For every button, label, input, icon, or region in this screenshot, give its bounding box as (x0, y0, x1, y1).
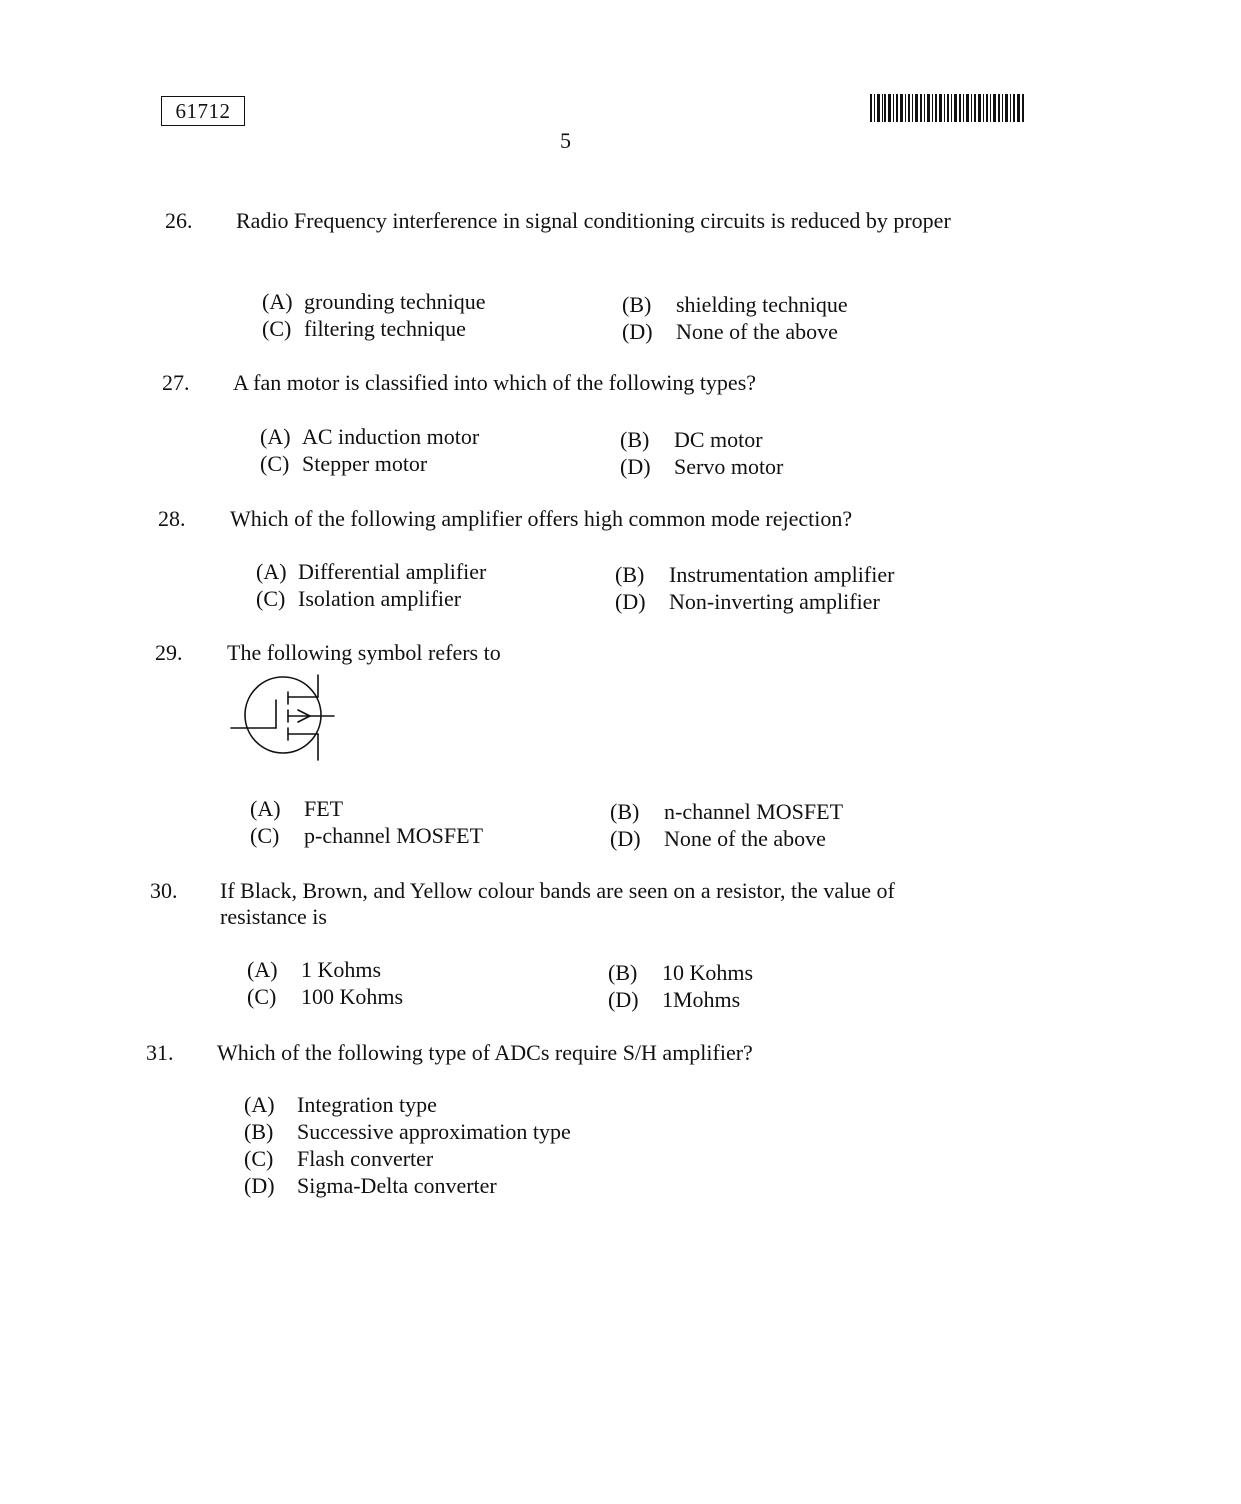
option-text: Non-inverting amplifier (669, 589, 880, 614)
option-c (247, 984, 403, 1010)
option-label: (C) (250, 823, 280, 848)
option-text: None of the above (664, 826, 826, 851)
option-d (622, 319, 838, 345)
option-a (247, 957, 381, 983)
option-label: (C) (244, 1146, 274, 1171)
option-c (262, 316, 466, 342)
option-text: AC induction motor (302, 424, 480, 449)
option-text: grounding technique (304, 289, 486, 314)
option-d (244, 1173, 497, 1199)
option-label: (D) (615, 589, 646, 614)
option-label: (A) (250, 796, 281, 821)
option-text: None of the above (676, 319, 838, 344)
option-label: (B) (610, 799, 640, 824)
option-d (610, 826, 826, 852)
option-d (620, 454, 783, 480)
option-text: Isolation amplifier (298, 586, 462, 611)
barcode-image (870, 94, 1024, 122)
option-c (250, 823, 483, 849)
option-c (244, 1146, 433, 1172)
option-text: Instrumentation amplifier (669, 562, 895, 587)
option-label: (B) (608, 960, 638, 985)
mosfet-symbol-diagram (228, 670, 343, 765)
option-b (620, 427, 763, 453)
option-label: (B) (620, 427, 650, 452)
option-b (244, 1119, 571, 1145)
option-text: DC motor (674, 427, 763, 452)
option-text: Differential amplifier (298, 559, 487, 584)
option-label: (C) (260, 451, 290, 476)
option-label: (A) (256, 559, 287, 584)
option-text: shielding technique (676, 292, 848, 317)
option-b (615, 562, 894, 588)
question-number: 31. (146, 1040, 174, 1065)
option-b (608, 960, 753, 986)
option-text: Successive approximation type (297, 1119, 571, 1144)
option-label: (A) (262, 289, 293, 314)
question-number: 26. (165, 208, 193, 233)
question-text: The following symbol refers to (227, 640, 501, 665)
option-a (260, 424, 479, 450)
option-text: 10 Kohms (662, 960, 754, 985)
option-a (250, 796, 343, 822)
option-label: (B) (244, 1119, 274, 1144)
option-text: 1Mohms (662, 987, 741, 1012)
option-text: FET (304, 796, 344, 821)
option-text: filtering technique (304, 316, 466, 341)
option-text: Integration type (297, 1092, 437, 1117)
option-label: (C) (256, 586, 286, 611)
option-a (256, 559, 486, 585)
option-b (610, 799, 843, 825)
option-d (608, 987, 740, 1013)
option-label: (A) (244, 1092, 275, 1117)
question-text: A fan motor is classified into which of the following types? (233, 370, 757, 395)
option-label: (D) (244, 1173, 275, 1198)
question-text: If Black, Brown, and Yellow colour bands are seen on a resistor, the value of resistance is (220, 878, 895, 929)
option-text: 1 Kohms (301, 957, 382, 982)
question-text: Radio Frequency interference in signal conditioning circuits is reduced by proper (236, 208, 951, 233)
option-text: Sigma-Delta converter (297, 1173, 497, 1198)
option-a (262, 289, 485, 315)
option-text: Stepper motor (302, 451, 428, 476)
question-number: 28. (158, 506, 186, 531)
option-label: (C) (262, 316, 292, 341)
option-text: Flash converter (297, 1146, 434, 1171)
option-c (256, 586, 461, 612)
question-text: Which of the following type of ADCs require S/H amplifier? (217, 1040, 753, 1065)
option-a (244, 1092, 437, 1118)
question-paper-code: 61712 (161, 96, 245, 126)
option-label: (D) (620, 454, 651, 479)
option-label: (A) (247, 957, 278, 982)
option-label: (D) (608, 987, 639, 1012)
option-text: Servo motor (674, 454, 784, 479)
option-text: p-channel MOSFET (304, 823, 484, 848)
question-number: 27. (162, 370, 190, 395)
option-label: (B) (615, 562, 645, 587)
option-d (615, 589, 880, 615)
question-number: 29. (155, 640, 183, 665)
option-text: 100 Kohms (301, 984, 404, 1009)
option-text: n-channel MOSFET (664, 799, 844, 824)
option-c (260, 451, 427, 477)
page-number: 5 (560, 128, 571, 153)
option-label: (C) (247, 984, 277, 1009)
option-label: (B) (622, 292, 652, 317)
question-number: 30. (150, 878, 178, 903)
question-text: Which of the following amplifier offers high common mode rejection? (230, 506, 853, 531)
option-label: (D) (622, 319, 653, 344)
option-b (622, 292, 848, 318)
option-label: (A) (260, 424, 291, 449)
option-label: (D) (610, 826, 641, 851)
